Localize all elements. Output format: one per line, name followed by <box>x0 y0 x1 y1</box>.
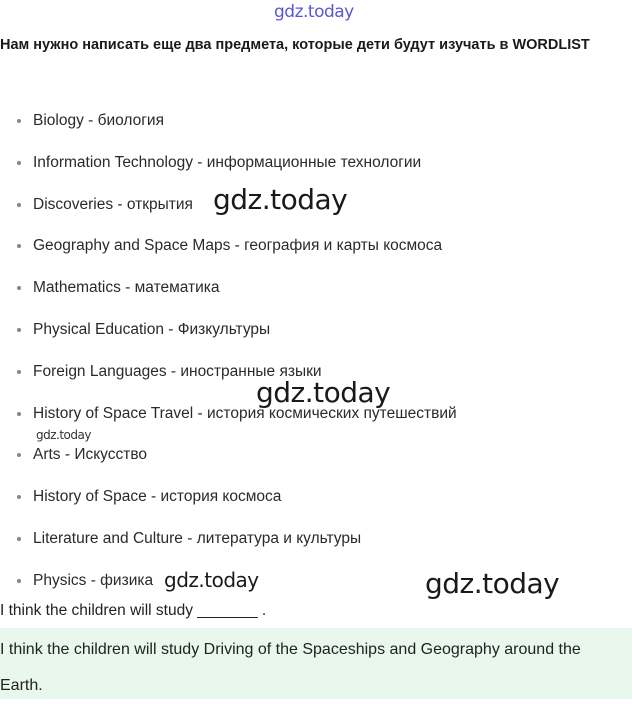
answer-text: I think the children will study Driving of the Spaceships and Geography around the Earth. <box>0 641 581 694</box>
wordlist-item: Mathematics - математика <box>0 267 620 309</box>
wordlist <box>0 100 620 602</box>
wordlist-item: Physics - физика <box>0 560 620 602</box>
wordlist-item: Foreign Languages - иностранные языки <box>0 351 620 393</box>
wordlist-item: Arts - Искусство <box>0 434 620 476</box>
watermark-top: gdz.today <box>274 2 354 22</box>
wordlist-item: Geography and Space Maps - география и карты космоса <box>0 225 620 267</box>
answer-box <box>0 628 632 699</box>
exercise-prompt: I think the children will study _______ . <box>0 602 267 619</box>
wordlist-item: Biology - биология <box>0 100 620 142</box>
watermark: gdz.today <box>425 567 560 600</box>
wordlist-item: Physical Education - Физкультуры <box>0 309 620 351</box>
wordlist-item: History of Space Travel - история космических путешествий <box>0 393 620 435</box>
intro-text: Нам нужно написать еще два предмета, которые дети будут изучать в WORDLIST <box>0 37 590 53</box>
wordlist-item: History of Space - история космоса <box>0 476 620 518</box>
wordlist-item: Information Technology - информационные технологии <box>0 142 620 184</box>
watermark: gdz.today <box>213 183 348 216</box>
wordlist-item: Discoveries - открытия <box>0 184 620 226</box>
watermark: gdz.today <box>256 376 391 409</box>
watermark: gdz.today <box>36 428 91 442</box>
watermark: gdz.today <box>164 568 259 592</box>
wordlist-item: Literature and Culture - литература и культуры <box>0 518 620 560</box>
